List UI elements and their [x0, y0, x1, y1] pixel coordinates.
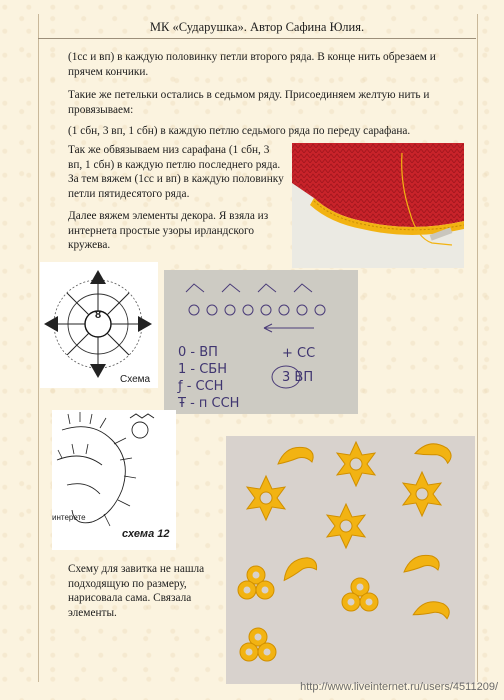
- paragraph-6: Схему для завитка не нашла подходящую по размеру, нарисовала сама. Связала элементы.: [68, 563, 205, 619]
- handwritten-notes-photo: [164, 270, 358, 414]
- note-line-vp: 0 - ВП: [178, 345, 218, 360]
- paragraph-3: (1 сбн, 3 вп, 1 сбн) в каждую петлю седьмого ряда по переду сарафана.: [68, 125, 411, 137]
- scheme2-side-text: интерете: [52, 513, 86, 522]
- scheme-caption: Схема: [120, 374, 151, 385]
- paragraph-4: Так же обвязываем низ сарафана (1 сбн, 3 вп, 1 сбн) в каждую петлю последнего ряда. За тем вяжем (1сс и вп) в каждую половинку петли пятидесятого ряда.: [68, 144, 284, 200]
- leaf-scheme-12: [52, 410, 176, 550]
- scheme-center-number: 8: [94, 309, 102, 321]
- note-three-vp: 3 ВП: [282, 370, 314, 385]
- watermark-url: http://www.liveinternet.ru/users/4511209/: [300, 681, 498, 693]
- page-header: МК «Сударушка». Автор Сафина Юлия.: [149, 20, 365, 34]
- paragraph-5: Далее вяжем элементы декора. Я взяла из интернета простые узоры ирландского кружева.: [68, 210, 269, 252]
- note-plus-cc: + СС: [282, 346, 316, 361]
- note-line-pssn: Ŧ - п ССН: [178, 396, 240, 411]
- note-line-sbn: 1 - СБН: [178, 362, 227, 377]
- crochet-motifs-photo: [226, 436, 475, 684]
- note-line-ssn: ƒ - ССН: [178, 379, 224, 394]
- flower-scheme-8: [40, 262, 158, 388]
- dress-edging-photo: [292, 143, 464, 268]
- scheme2-caption: схема 12: [122, 528, 170, 540]
- paragraph-2: Такие же петельки остались в седьмом ряду. Присоединяем желтую нить и провязываем:: [68, 89, 430, 116]
- paragraph-1: (1сс и вп) в каждую половинку петли второго ряда. В конце нить обрезаем и прячем кончики.: [68, 51, 436, 78]
- header-divider: [38, 38, 476, 39]
